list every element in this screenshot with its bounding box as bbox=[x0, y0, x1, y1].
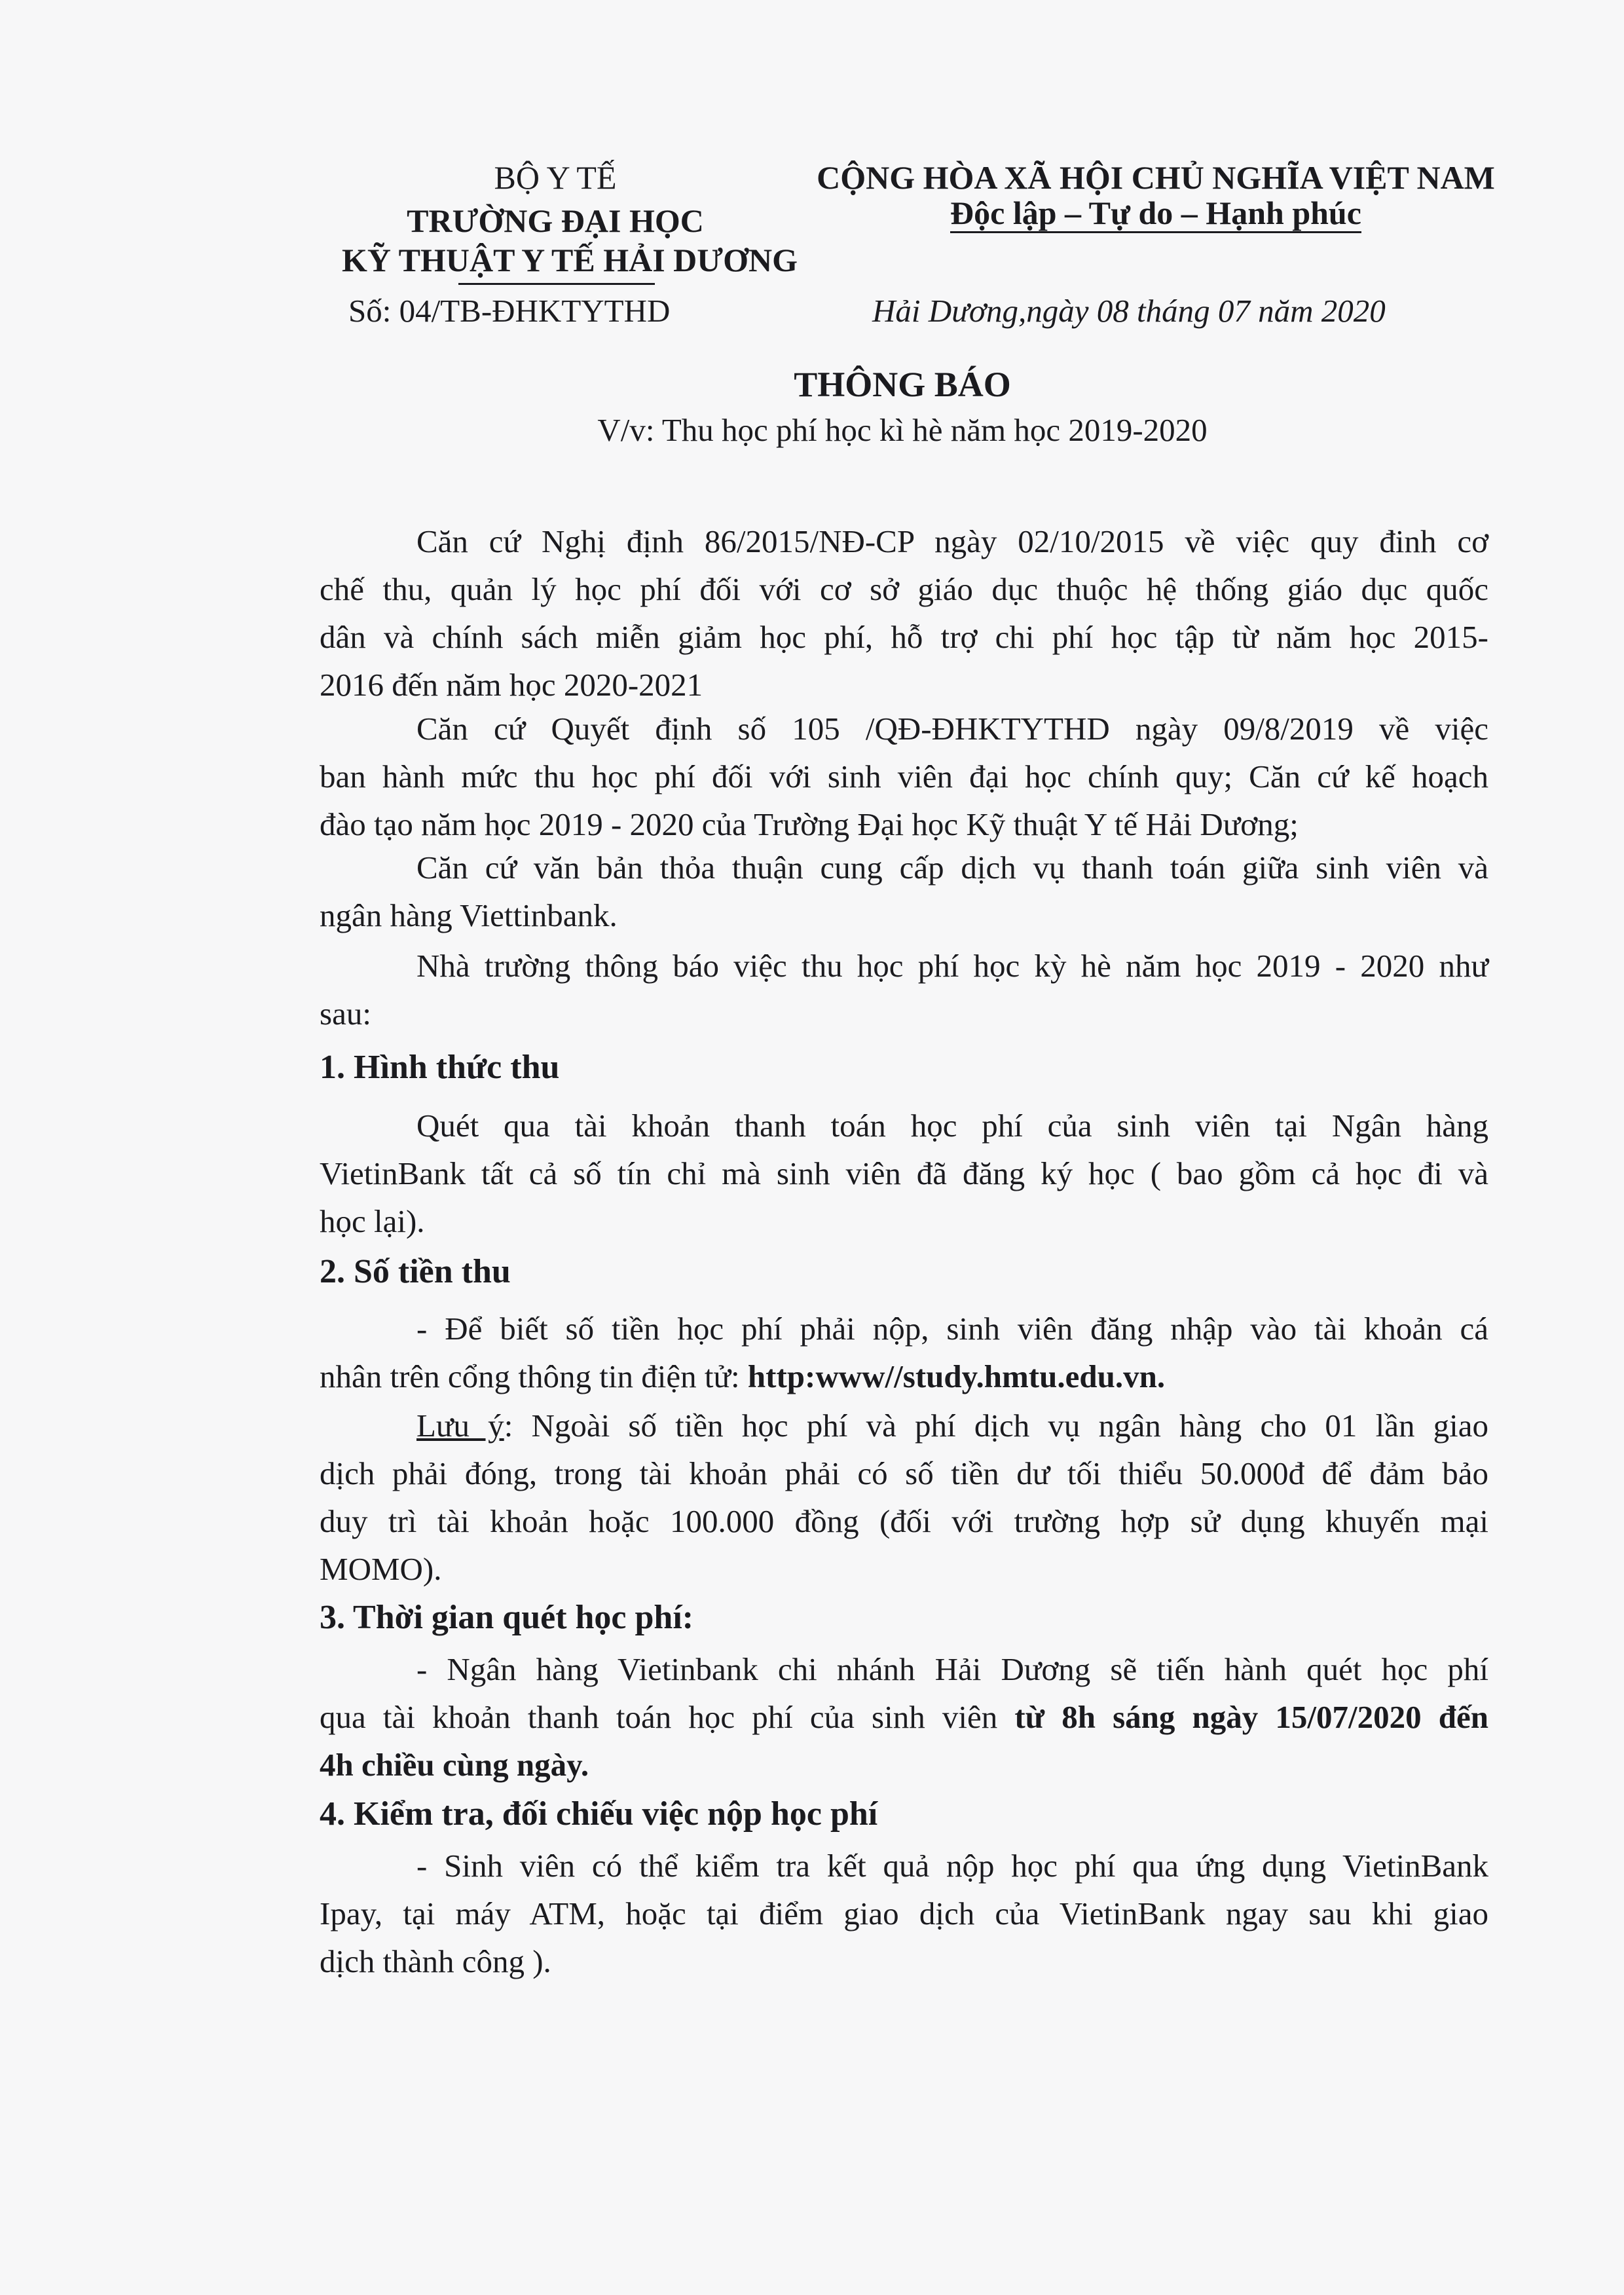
text-line: Căn cứ văn bản thỏa thuận cung cấp dịch vụ thanh toán giữa sinh viên và bbox=[416, 849, 1488, 886]
section-2-body bbox=[320, 1305, 1488, 1400]
section-2-heading: 2. Số tiền thu bbox=[320, 1253, 511, 1290]
portal-link-text: http:www//study.hmtu.edu.vn. bbox=[747, 1358, 1166, 1394]
school-name-line1: TRƯỜNG ĐẠI HỌC bbox=[407, 202, 704, 239]
section-4-body bbox=[320, 1842, 1488, 1985]
schedule-text: 4h chiều cùng ngày. bbox=[320, 1747, 589, 1783]
text-line: sau: bbox=[320, 996, 371, 1032]
page-subtitle: V/v: Thu học phí học kì hè năm học 2019-2020 bbox=[597, 412, 1208, 448]
text-fragment: nhân trên cổng thông tin điện tử: bbox=[320, 1358, 748, 1394]
text-line: dịch phải đóng, trong tài khoản phải có số tiền dư tối thiểu 50.000đ để đảm bảo bbox=[320, 1455, 1488, 1491]
paragraph-legal-basis-3 bbox=[320, 844, 1488, 939]
section-3-heading: 3. Thời gian quét học phí: bbox=[320, 1599, 694, 1636]
ministry-name: BỘ Y TẾ bbox=[494, 159, 617, 196]
text-fragment: qua tài khoản thanh toán học phí của sinh viên bbox=[320, 1699, 1015, 1735]
text-line bbox=[320, 1402, 1488, 1449]
text-line: Căn cứ Quyết định số 105 /QĐ-ĐHKTYTHD ngày 09/8/2019 về việc bbox=[416, 711, 1488, 747]
text-line: duy trì tài khoản hoặc 100.000 đồng (đối với trường hợp sử dụng khuyến mại bbox=[320, 1503, 1488, 1539]
place-and-date: Hải Dương,ngày 08 tháng 07 năm 2020 bbox=[872, 293, 1386, 329]
text-line: dân và chính sách miễn giảm học phí, hỗ trợ chi phí học tập từ năm học 2015- bbox=[320, 619, 1488, 655]
motto-text: Độc lập – Tự do – Hạnh phúc bbox=[950, 195, 1361, 233]
text-line: VietinBank tất cả số tín chỉ mà sinh viên đã đăng ký học ( bao gồm cả học đi và bbox=[320, 1155, 1488, 1191]
text-line: Ipay, tại máy ATM, hoặc tại điểm giao dịch của VietinBank ngay sau khi giao bbox=[320, 1895, 1488, 1931]
text-line: học lại). bbox=[320, 1203, 425, 1239]
text-line bbox=[320, 1741, 1488, 1789]
text-line: ban hành mức thu học phí đối với sinh viên đại học chính quy; Căn cứ kế hoạch bbox=[320, 758, 1488, 794]
text-line: ngân hàng Viettinbank. bbox=[320, 897, 618, 933]
school-name-underline bbox=[458, 283, 655, 285]
note-label: Lưu ý bbox=[416, 1408, 504, 1444]
text-line: Căn cứ Nghị định 86/2015/NĐ-CP ngày 02/10/2015 về việc quy đinh cơ bbox=[416, 523, 1488, 559]
text-fragment: : Ngoài số tiền học phí và phí dịch vụ ngân hàng cho 01 lần giao bbox=[504, 1408, 1488, 1444]
section-4-heading: 4. Kiểm tra, đối chiếu việc nộp học phí bbox=[320, 1795, 878, 1833]
text-line: chế thu, quản lý học phí đối với cơ sở giáo dục thuộc hệ thống giáo dục quốc bbox=[320, 571, 1488, 607]
paragraph-announcement bbox=[320, 942, 1488, 1037]
text-line: Nhà trường thông báo việc thu học phí học kỳ hè năm học 2019 - 2020 như bbox=[416, 948, 1488, 984]
section-1-heading: 1. Hình thức thu bbox=[320, 1049, 560, 1086]
text-line: Quét qua tài khoản thanh toán học phí của sinh viên tại Ngân hàng bbox=[416, 1108, 1488, 1144]
schedule-text: từ 8h sáng ngày 15/07/2020 đến bbox=[1014, 1699, 1488, 1735]
section-1-body bbox=[320, 1102, 1488, 1245]
page-title: THÔNG BÁO bbox=[794, 365, 1011, 404]
text-line bbox=[320, 1693, 1488, 1741]
text-line: - Sinh viên có thể kiểm tra kết quả nộp học phí qua ứng dụng VietinBank bbox=[416, 1848, 1488, 1884]
school-name-line2: KỸ THUẬT Y TẾ HẢI DƯƠNG bbox=[342, 242, 798, 278]
country-name: CỘNG HÒA XÃ HỘI CHỦ NGHĨA VIỆT NAM bbox=[817, 159, 1495, 196]
section-2-note bbox=[320, 1402, 1488, 1593]
text-line: 2016 đến năm học 2020-2021 bbox=[320, 667, 703, 703]
document-number: Số: 04/TB-ĐHKTYTHD bbox=[348, 293, 671, 329]
paragraph-legal-basis-2 bbox=[320, 705, 1488, 848]
paragraph-legal-basis-1 bbox=[320, 517, 1488, 709]
national-motto bbox=[812, 194, 1500, 232]
text-line: - Ngân hàng Vietinbank chi nhánh Hải Dương sẽ tiến hành quét học phí bbox=[416, 1651, 1488, 1687]
text-line: MOMO). bbox=[320, 1551, 442, 1587]
text-line bbox=[320, 1353, 1488, 1400]
text-line: dịch thành công ). bbox=[320, 1943, 551, 1979]
text-line: - Để biết số tiền học phí phải nộp, sinh viên đăng nhập vào tài khoản cá bbox=[416, 1311, 1488, 1347]
text-line: đào tạo năm học 2019 - 2020 của Trường Đại học Kỹ thuật Y tế Hải Dương; bbox=[320, 806, 1299, 842]
section-3-body bbox=[320, 1645, 1488, 1789]
